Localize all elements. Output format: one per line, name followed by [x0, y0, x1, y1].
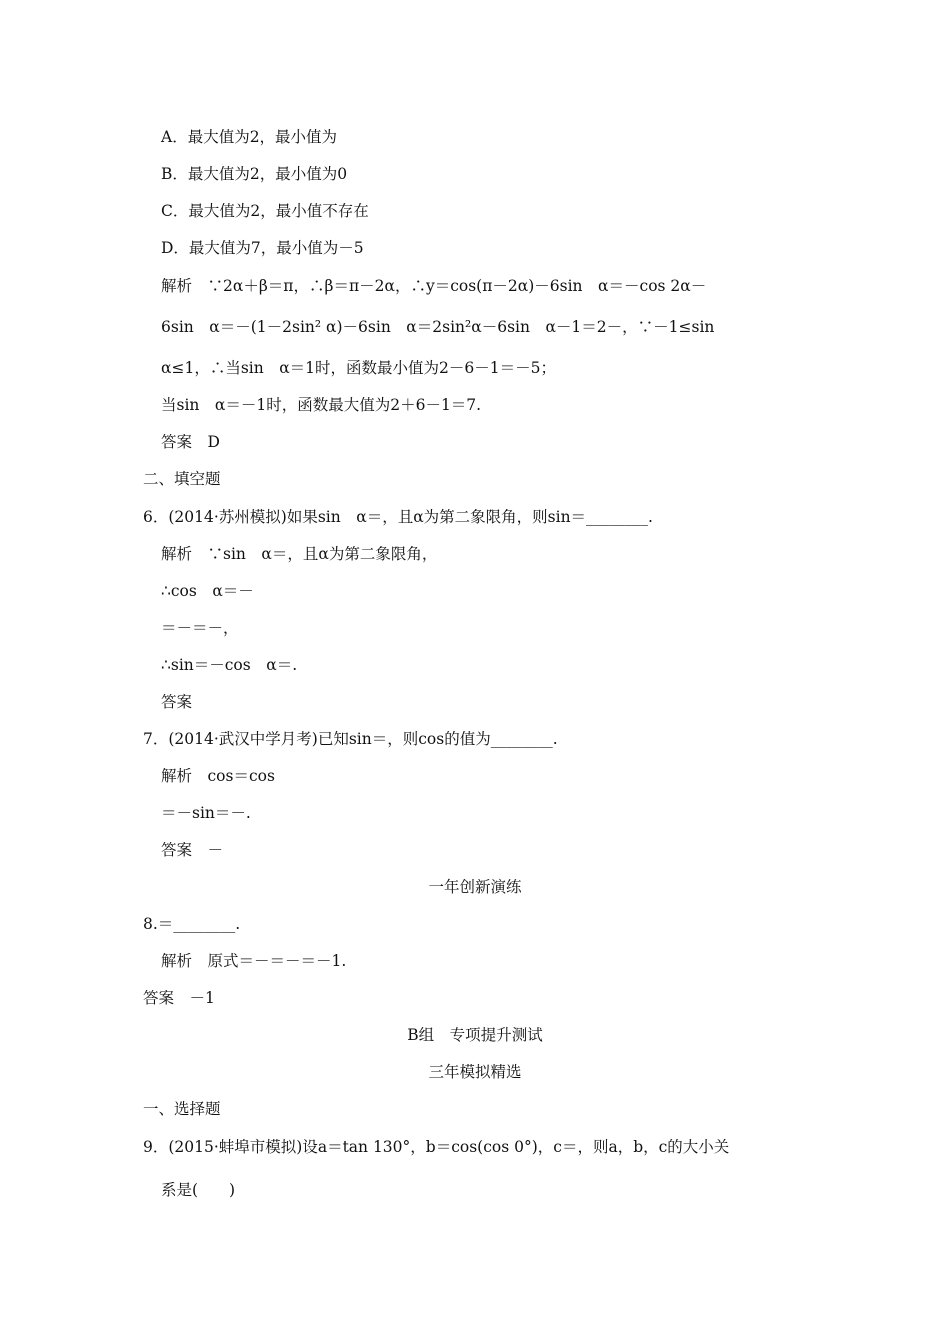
q6-solution-line-4: ∴sin＝－cos α＝. [161, 656, 298, 674]
q6-solution-line-1: 解析 ∵sin α＝，且α为第二象限角， [161, 545, 438, 563]
q7-solution-line-2: ＝－sin＝－. [161, 804, 251, 822]
question-6: 6．(2014·苏州模拟)如果sin α＝，且α为第二象限角，则sin＝________. [143, 508, 653, 526]
heading-group-b: B组 专项提升测试 [407, 1026, 543, 1044]
section-fill-in-heading: 二、填空题 [143, 470, 221, 488]
q8-answer: 答案 －1 [143, 989, 215, 1007]
q6-solution-line-3: ＝－＝－， [161, 619, 239, 637]
q5-answer: 答案 D [161, 433, 220, 451]
q5-solution-line-2: 6sin α＝－(1－2sin² α)－6sin α＝2sin²α－6sin α－1＝2－，∵－1≤sin [161, 318, 715, 336]
option-c: C．最大值为2，最小值不存在 [161, 202, 369, 220]
question-8: 8.＝________. [143, 915, 241, 933]
question-9-line-1: 9．(2015·蚌埠市模拟)设a＝tan 130°，b＝cos(cos 0°)，c＝，则a，b，c的大小关 [143, 1138, 730, 1156]
section-multiple-choice-heading: 一、选择题 [143, 1100, 221, 1118]
question-7: 7．(2014·武汉中学月考)已知sin＝，则cos的值为________. [143, 730, 558, 748]
q6-answer: 答案 [161, 693, 193, 711]
question-9-line-2: 系是( ) [161, 1181, 236, 1199]
heading-three-year-selection: 三年模拟精选 [428, 1063, 522, 1081]
q7-solution-line-1: 解析 cos＝cos [161, 767, 275, 785]
q5-solution-line-1: 解析 ∵2α＋β＝π，∴β＝π－2α，∴y＝cos(π－2α)－6sin α＝－cos 2α－ [161, 277, 707, 295]
q6-solution-line-2: ∴cos α＝－ [161, 582, 254, 600]
q5-solution-line-3: α≤1，∴当sin α＝1时，函数最小值为2－6－1＝－5； [161, 359, 556, 377]
q8-solution: 解析 原式＝－＝－＝－1. [161, 952, 347, 970]
option-a: A．最大值为2，最小值为 [161, 128, 338, 146]
q5-solution-line-4: 当sin α＝－1时，函数最大值为2＋6－1＝7. [161, 396, 482, 414]
heading-innovation-practice: 一年创新演练 [428, 878, 522, 896]
q7-answer: 答案 － [161, 841, 224, 859]
option-b: B．最大值为2，最小值为0 [161, 165, 348, 183]
option-d: D．最大值为7，最小值为－5 [161, 239, 364, 257]
